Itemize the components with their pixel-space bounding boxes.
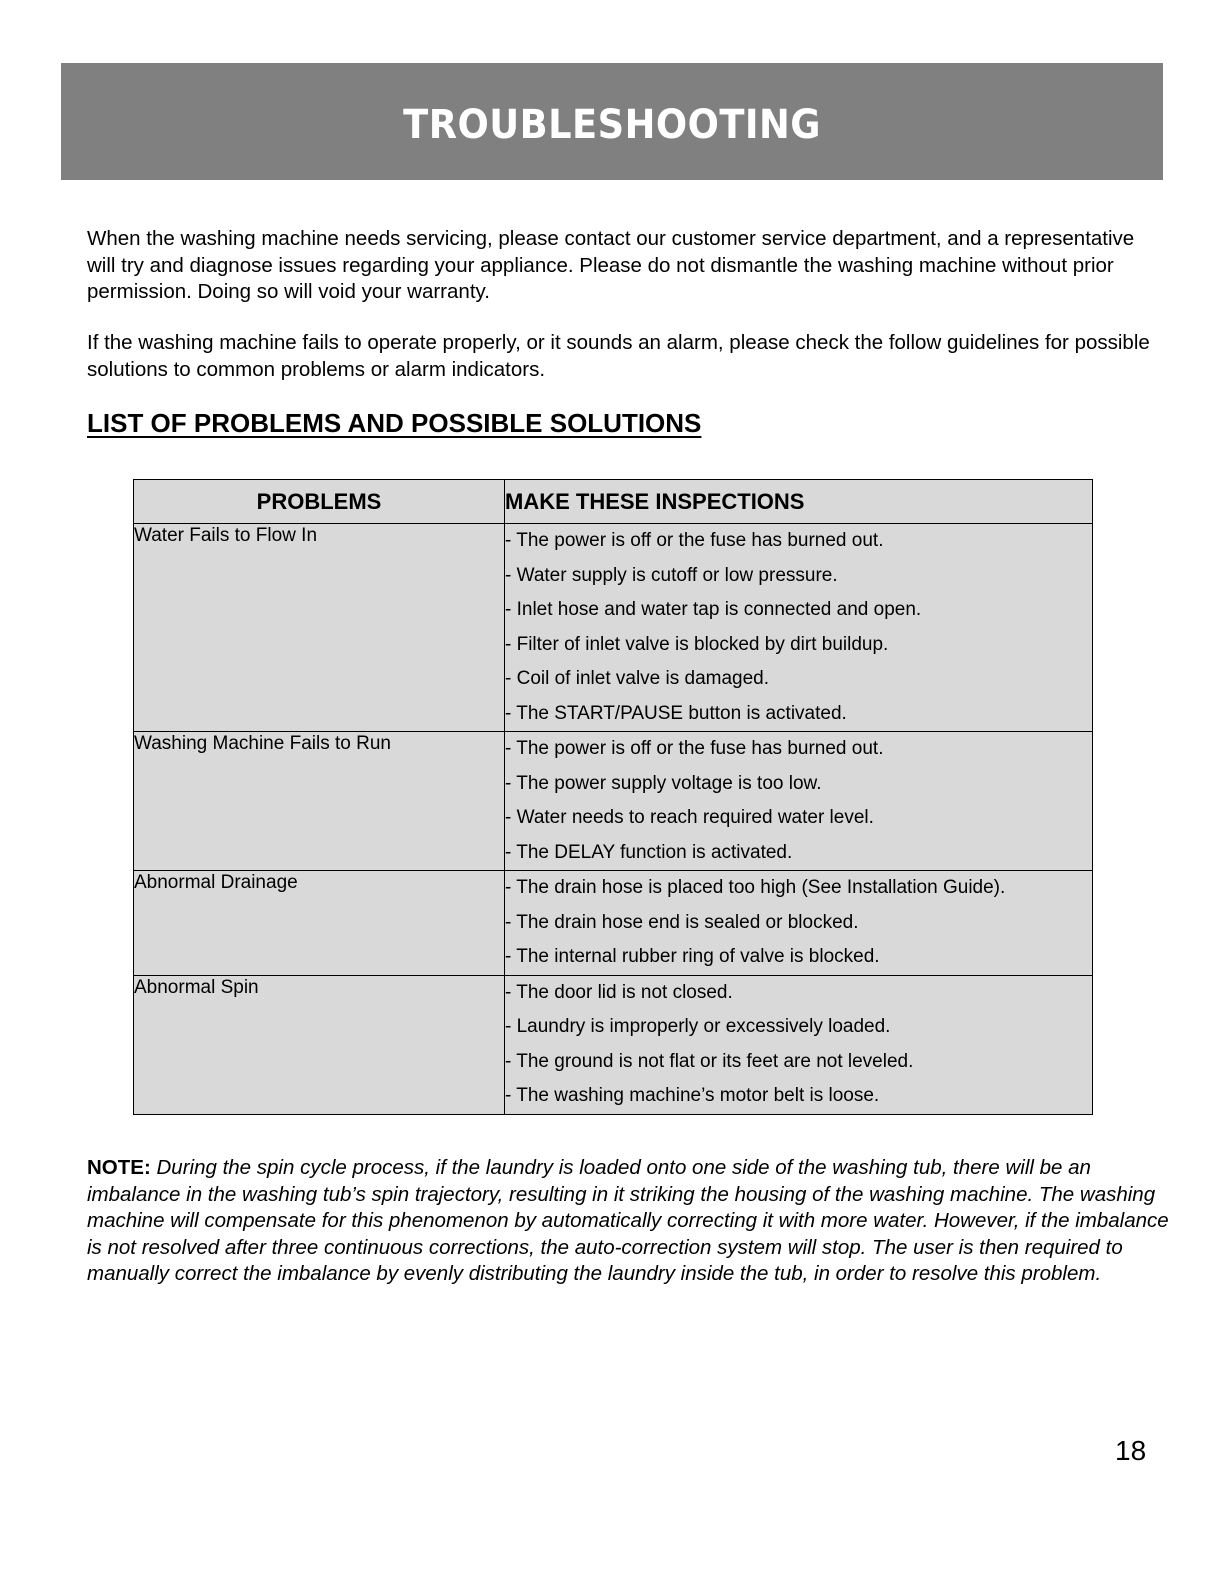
table-row [134,871,1093,976]
inspection-item: - The door lid is not closed. [505,981,733,1003]
note-text: During the spin cycle process, if the laundry is loaded onto one side of the washing tub, there will be an imbalance in the washing tub’s spin trajectory, resulting in it striking the housing of the washing machine. The washing machine will compensate for this phenomenon by automatically correcting it with more water. However, if the imbalance is not resolved after three continuous corrections, the auto-correction system will stop. The user is then required to manually correct the imbalance by evenly distributing the laundry inside the tub, in order to resolve this problem. [87,1156,1169,1285]
troubleshooting-table [133,479,1093,1115]
table-row [134,975,1093,1114]
column-header-problems: PROBLEMS [134,480,505,524]
inspection-item: - The power is off or the fuse has burned out. [505,530,884,551]
inspection-item: - The power is off or the fuse has burned out. [505,738,884,759]
inspection-cell [505,975,1093,1114]
section-heading: LIST OF PROBLEMS AND POSSIBLE SOLUTIONS [87,408,702,438]
inspection-cell [505,524,1093,732]
inspection-item: - Laundry is improperly or excessively loaded. [505,1016,891,1037]
inspection-item: - The drain hose is placed too high (See Installation Guide). [505,877,1006,898]
inspection-item: - The ground is not flat or its feet are not leveled. [505,1050,914,1072]
problem-cell: Water Fails to Flow In [134,524,505,732]
inspection-cell [505,732,1093,871]
inspection-item: - The power supply voltage is too low. [505,772,822,794]
inspection-item: - The START/PAUSE button is activated. [505,702,847,724]
problem-cell: Abnormal Drainage [134,871,505,976]
inspection-cell [505,871,1093,976]
inspection-item: - Coil of inlet valve is damaged. [505,668,770,689]
note-paragraph [87,1155,1177,1288]
intro-paragraph-service: When the washing machine needs servicing, please contact our customer service department, and a representative will try and diagnose issues regarding your appliance. Please do not dismantle the washing machine without prior permission. Doing so will void your warranty. [87,227,1135,303]
inspection-item: - The washing machine’s motor belt is loose. [505,1085,880,1106]
note-label: NOTE: [87,1156,151,1179]
column-header-inspections: MAKE THESE INSPECTIONS [505,480,1093,524]
table-header-row [134,480,1093,524]
inspection-item: - The drain hose end is sealed or blocked. [505,911,859,933]
page-number: 18 [1115,1435,1147,1466]
inspection-item: - The internal rubber ring of valve is blocked. [505,946,880,967]
inspection-item: - Water supply is cutoff or low pressure. [505,564,838,586]
problem-cell: Abnormal Spin [134,975,505,1114]
inspection-item: - Filter of inlet valve is blocked by dirt buildup. [505,633,889,655]
table-row [134,524,1093,732]
intro-paragraph-guidelines: If the washing machine fails to operate properly, or it sounds an alarm, please check the follow guidelines for possible solutions to common problems or alarm indicators. [87,331,1150,381]
table-row [134,732,1093,871]
problem-cell: Washing Machine Fails to Run [134,732,505,871]
inspection-item: - Water needs to reach required water level. [505,807,874,828]
title-banner [61,63,1163,180]
page-title: TROUBLESHOOTING [403,101,821,148]
inspection-item: - The DELAY function is activated. [505,841,793,863]
inspection-item: - Inlet hose and water tap is connected and open. [505,599,922,620]
